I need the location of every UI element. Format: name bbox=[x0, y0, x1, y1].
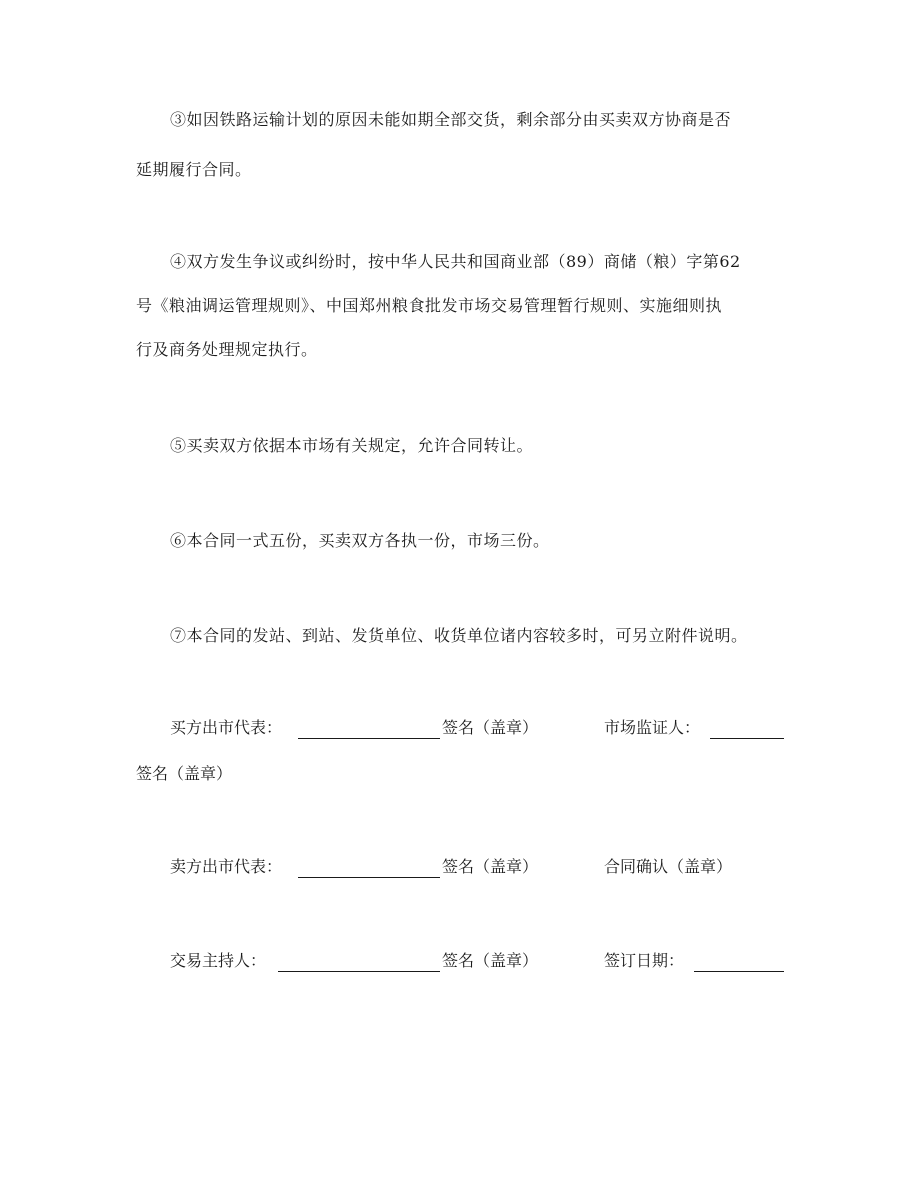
buyer-signature-row bbox=[136, 706, 786, 750]
clause-6 bbox=[136, 519, 786, 563]
clause-6-line-1: ⑥本合同一式五份，买卖双方各执一份，市场三份。 bbox=[170, 531, 550, 550]
market-supervisor-label: 市场监证人： bbox=[604, 718, 701, 737]
clause-4-line-1: ④双方发生争议或纠纷时，按中华人民共和国商业部（89）商储（粮）字第62 bbox=[170, 252, 741, 271]
signing-date-blank[interactable] bbox=[694, 945, 784, 972]
buyer-representative-blank[interactable] bbox=[298, 712, 440, 739]
clause-4-line-2: 号《粮油调运管理规则》、中国郑州粮食批发市场交易管理暂行规则、实施细则执 bbox=[136, 296, 723, 315]
clause-4-line-3: 行及商务处理规定执行。 bbox=[136, 340, 318, 359]
host-sign-label: 签名（盖章） bbox=[442, 951, 539, 970]
seller-sign-label: 签名（盖章） bbox=[442, 857, 539, 876]
supervisor-sign-row bbox=[136, 752, 786, 796]
clause-3 bbox=[136, 98, 786, 192]
seller-representative-blank[interactable] bbox=[298, 851, 440, 878]
market-supervisor-blank[interactable] bbox=[710, 712, 784, 739]
trade-host-blank[interactable] bbox=[278, 945, 440, 972]
clause-7-line-1: ⑦本合同的发站、到站、发货单位、收货单位诸内容较多时，可另立附件说明。 bbox=[170, 626, 748, 645]
buyer-sign-label: 签名（盖章） bbox=[442, 718, 539, 737]
signing-date-label: 签订日期： bbox=[604, 951, 685, 970]
clause-7 bbox=[136, 614, 786, 658]
supervisor-sign-label: 签名（盖章） bbox=[136, 764, 233, 783]
contract-confirm-label: 合同确认（盖章） bbox=[604, 857, 733, 876]
seller-representative-label: 卖方出市代表： bbox=[170, 857, 283, 876]
clause-3-line-2: 延期履行合同。 bbox=[136, 160, 252, 179]
clause-3-line-1: ③如因铁路运输计划的原因未能如期全部交货，剩余部分由买卖双方协商是否 bbox=[170, 110, 732, 129]
host-signature-row bbox=[136, 939, 786, 983]
clause-4 bbox=[136, 240, 786, 372]
clause-5-line-1: ⑤买卖双方依据本市场有关规定，允许合同转让。 bbox=[170, 436, 534, 455]
seller-signature-row bbox=[136, 845, 786, 889]
trade-host-label: 交易主持人： bbox=[170, 951, 267, 970]
buyer-representative-label: 买方出市代表： bbox=[170, 718, 283, 737]
clause-5 bbox=[136, 424, 786, 468]
